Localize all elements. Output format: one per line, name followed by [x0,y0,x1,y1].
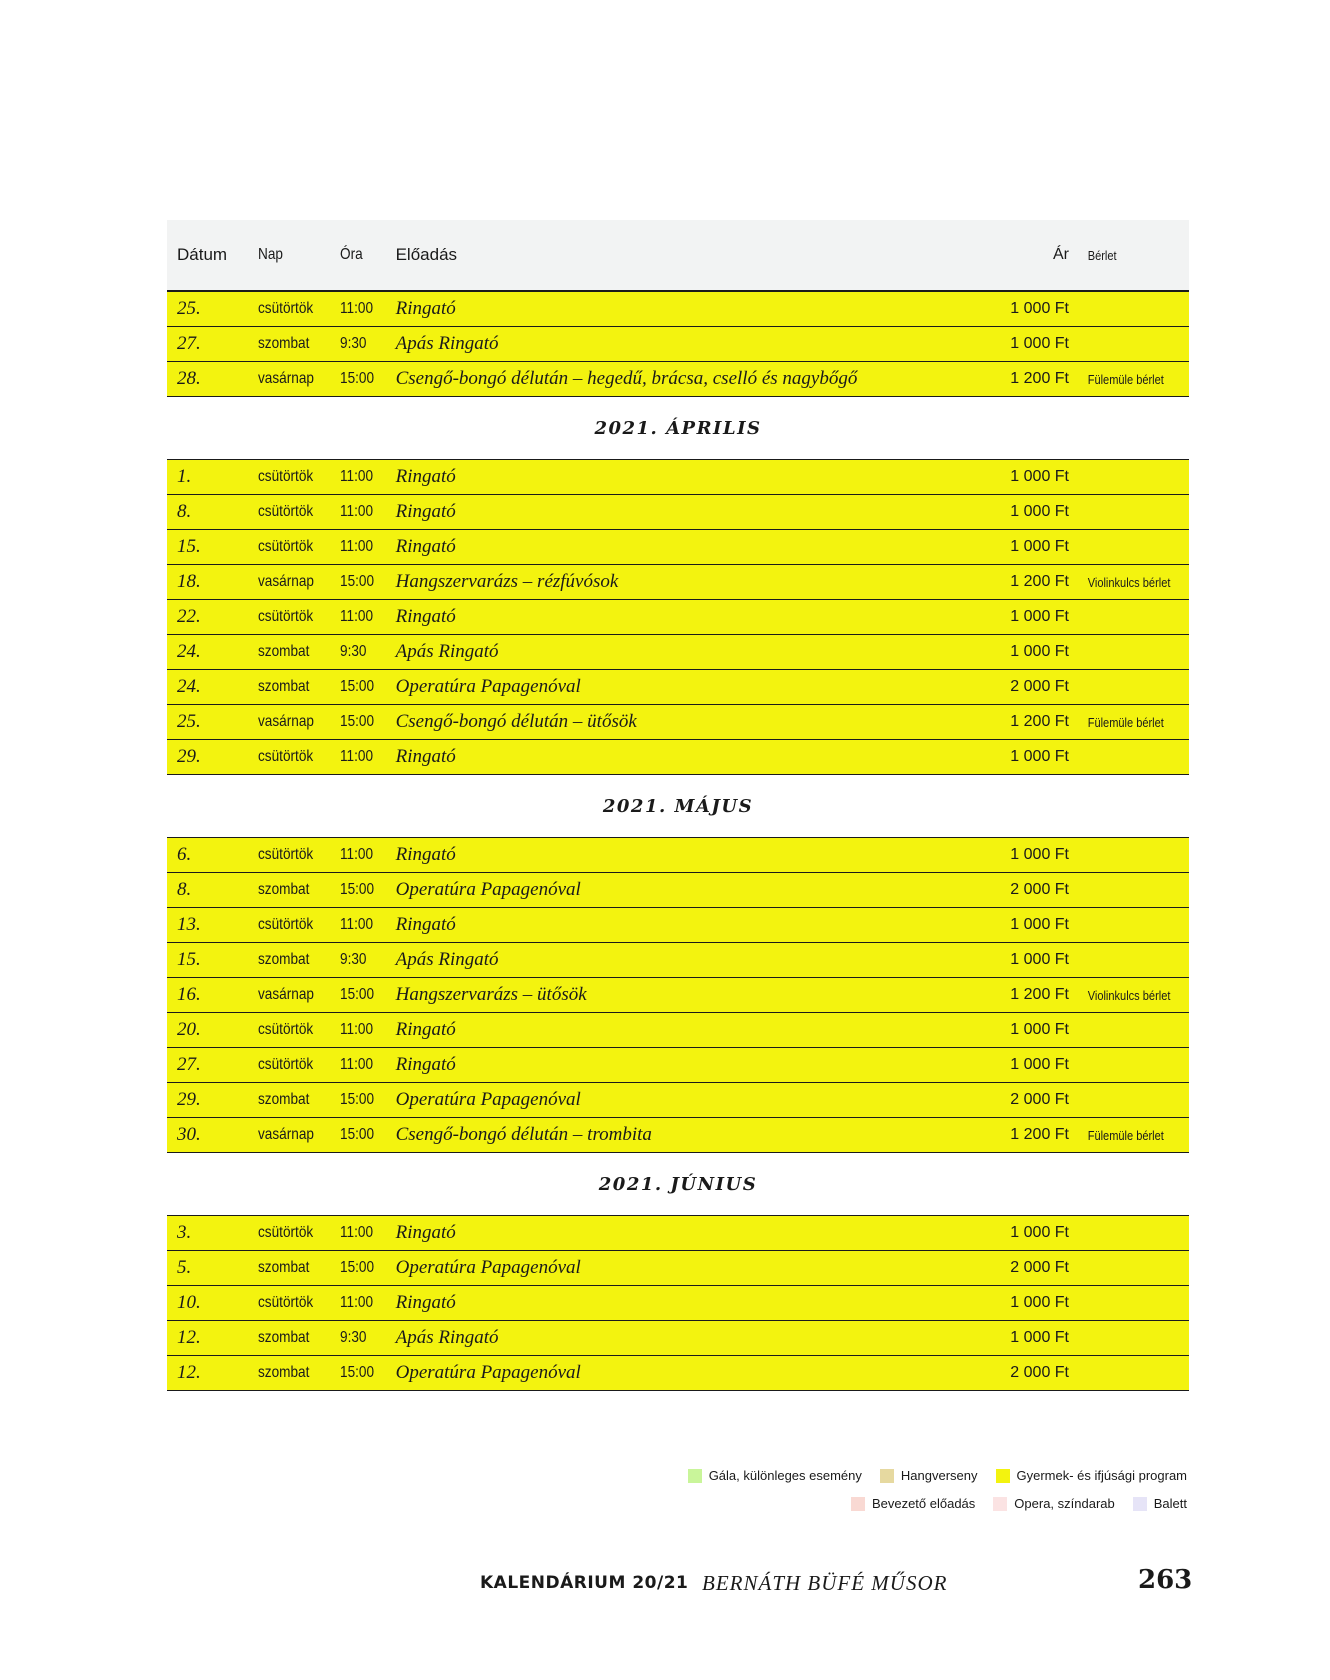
cell-show: Ringató [395,1019,456,1040]
cell-price: 1 000 Ft [1010,1294,1069,1311]
page-footer [0,1565,1330,1605]
legend-swatch [1133,1497,1147,1511]
cell-time: 9:30 [339,643,367,660]
category-legend [688,1462,1187,1518]
cell-day: csütörtök [258,748,314,765]
table-row [167,740,1189,775]
legend-label: Bevezető előadás [871,1496,976,1511]
cell-price: 1 000 Ft [1010,1224,1069,1241]
cell-show: Ringató [395,466,456,487]
cell-show: Operatúra Papagenóval [395,676,581,697]
table-row [167,943,1189,978]
cell-date: 29. [177,1089,201,1110]
legend-swatch [851,1497,865,1511]
cell-time: 11:00 [339,916,373,933]
cell-date: 25. [177,711,201,732]
cell-show: Hangszervarázs – ütősök [395,984,587,1005]
cell-day: csütörtök [258,1224,314,1241]
cell-time: 11:00 [339,608,373,625]
cell-day: csütörtök [258,1294,314,1311]
legend-item [851,1490,975,1518]
cell-date: 15. [177,536,201,557]
table-row [167,292,1189,327]
cell-price: 1 000 Ft [1010,846,1069,863]
header-price: Ár [1053,246,1069,263]
cell-date: 8. [177,879,192,900]
legend-swatch [996,1469,1010,1483]
cell-time: 15:00 [339,1364,374,1381]
table-row [167,600,1189,635]
cell-time: 11:00 [339,538,373,555]
cell-show: Ringató [395,914,456,935]
table-row [167,530,1189,565]
legend-swatch [993,1497,1007,1511]
cell-day: vasárnap [258,713,315,730]
table-row [167,1013,1189,1048]
cell-date: 24. [177,676,201,697]
table-row [167,1356,1189,1391]
legend-label: Gyermek- és ifjúsági program [1016,1468,1187,1483]
header-day: Nap [258,246,284,263]
cell-price: 1 000 Ft [1010,1329,1069,1346]
cell-price: 1 000 Ft [1010,608,1069,625]
cell-date: 3. [177,1222,192,1243]
cell-show: Apás Ringató [395,641,499,662]
cell-day: csütörtök [258,1021,314,1038]
cell-show: Apás Ringató [395,333,499,354]
table-row [167,1083,1189,1118]
cell-show: Ringató [395,501,456,522]
table-row [167,1321,1189,1356]
cell-price: 2 000 Ft [1010,1259,1069,1276]
cell-show: Ringató [395,298,456,319]
cell-day: csütörtök [258,846,314,863]
cell-day: vasárnap [258,573,315,590]
cell-day: csütörtök [258,300,314,317]
cell-time: 15:00 [339,1126,374,1143]
cell-time: 15:00 [339,1091,374,1108]
cell-day: csütörtök [258,608,314,625]
cell-time: 15:00 [339,370,374,387]
cell-price: 1 000 Ft [1010,1056,1069,1073]
cell-date: 8. [177,501,192,522]
cell-day: szombat [258,881,310,898]
cell-pass: Violinkulcs bérlet [1087,987,1171,1003]
cell-price: 1 000 Ft [1010,503,1069,520]
cell-show: Csengő-bongó délután – hegedű, brácsa, cselló és nagybőgő [395,368,858,389]
schedule-table [167,220,1189,1391]
table-row [167,978,1189,1013]
cell-price: 1 000 Ft [1010,916,1069,933]
cell-pass: Violinkulcs bérlet [1087,574,1171,590]
cell-price: 1 000 Ft [1010,468,1069,485]
legend-line-2 [688,1490,1187,1518]
cell-day: szombat [258,1259,310,1276]
cell-show: Apás Ringató [395,949,499,970]
cell-day: vasárnap [258,1126,315,1143]
cell-show: Apás Ringató [395,1327,499,1348]
cell-show: Operatúra Papagenóval [395,1089,581,1110]
cell-price: 1 000 Ft [1010,335,1069,352]
table-row [167,495,1189,530]
cell-day: szombat [258,1091,310,1108]
cell-show: Ringató [395,606,456,627]
cell-date: 13. [177,914,201,935]
cell-price: 1 200 Ft [1010,713,1069,730]
legend-label: Balett [1153,1496,1187,1511]
cell-price: 1 000 Ft [1010,643,1069,660]
table-row [167,873,1189,908]
cell-price: 1 000 Ft [1010,951,1069,968]
cell-time: 9:30 [339,335,367,352]
cell-show: Ringató [395,1054,456,1075]
cell-time: 9:30 [339,951,367,968]
cell-show: Ringató [395,746,456,767]
cell-day: szombat [258,643,310,660]
cell-price: 1 200 Ft [1010,1126,1069,1143]
cell-price: 1 200 Ft [1010,573,1069,590]
cell-day: csütörtök [258,503,314,520]
cell-time: 11:00 [339,846,373,863]
cell-time: 11:00 [339,1056,373,1073]
cell-show: Ringató [395,1222,456,1243]
legend-line-1 [688,1462,1187,1490]
cell-show: Csengő-bongó délután – trombita [395,1124,652,1145]
table-header [167,220,1189,292]
table-row [167,705,1189,740]
cell-day: csütörtök [258,916,314,933]
cell-date: 12. [177,1327,201,1348]
cell-day: vasárnap [258,986,315,1003]
table-row [167,635,1189,670]
table-row [167,908,1189,943]
cell-time: 9:30 [339,1329,367,1346]
table-row [167,1048,1189,1083]
cell-pass: Fülemüle bérlet [1087,1127,1164,1143]
cell-time: 15:00 [339,881,374,898]
legend-item [880,1462,978,1490]
header-pass: Bérlet [1087,247,1117,263]
cell-date: 25. [177,298,201,319]
month-heading: 2021. MÁJUS [167,775,1189,838]
cell-time: 15:00 [339,678,374,695]
cell-show: Operatúra Papagenóval [395,1257,581,1278]
cell-day: szombat [258,335,310,352]
table-row [167,1251,1189,1286]
cell-time: 11:00 [339,503,373,520]
cell-time: 11:00 [339,1021,373,1038]
cell-date: 24. [177,641,201,662]
cell-time: 15:00 [339,713,374,730]
cell-day: csütörtök [258,468,314,485]
cell-date: 27. [177,333,201,354]
cell-time: 11:00 [339,1294,373,1311]
header-date: Dátum [177,245,228,264]
cell-price: 2 000 Ft [1010,678,1069,695]
cell-time: 11:00 [339,1224,373,1241]
cell-price: 1 000 Ft [1010,538,1069,555]
cell-day: csütörtök [258,1056,314,1073]
legend-label: Gála, különleges esemény [708,1468,862,1483]
cell-time: 15:00 [339,1259,374,1276]
section-title: BERNÁTH BÜFÉ MŰSOR [702,1571,948,1595]
legend-item [996,1462,1188,1490]
cell-date: 18. [177,571,201,592]
table-row [167,1118,1189,1153]
cell-date: 28. [177,368,201,389]
table-row [167,565,1189,600]
cell-price: 1 000 Ft [1010,300,1069,317]
schedule-sections [167,292,1189,1391]
cell-show: Csengő-bongó délután – ütősök [395,711,637,732]
cell-date: 30. [177,1124,201,1145]
cell-show: Ringató [395,844,456,865]
cell-date: 6. [177,844,192,865]
legend-label: Hangverseny [900,1468,978,1483]
table-row [167,1216,1189,1251]
cell-show: Ringató [395,1292,456,1313]
publication-title: KALENDÁRIUM 20/21 [480,1573,689,1593]
cell-date: 15. [177,949,201,970]
table-row [167,362,1189,397]
cell-price: 2 000 Ft [1010,1364,1069,1381]
cell-pass: Fülemüle bérlet [1087,714,1164,730]
month-heading: 2021. ÁPRILIS [167,397,1189,460]
cell-price: 1 000 Ft [1010,748,1069,765]
cell-show: Operatúra Papagenóval [395,879,581,900]
cell-day: szombat [258,1329,310,1346]
cell-date: 10. [177,1292,201,1313]
cell-date: 16. [177,984,201,1005]
cell-price: 1 000 Ft [1010,1021,1069,1038]
header-time: Óra [339,246,363,263]
cell-show: Ringató [395,536,456,557]
table-row [167,838,1189,873]
legend-item [993,1490,1114,1518]
page-number: 263 [1138,1565,1193,1595]
legend-item [1133,1490,1187,1518]
cell-time: 15:00 [339,573,374,590]
cell-time: 11:00 [339,748,373,765]
cell-day: szombat [258,1364,310,1381]
cell-pass: Fülemüle bérlet [1087,371,1164,387]
cell-price: 1 200 Ft [1010,370,1069,387]
table-row [167,327,1189,362]
legend-label: Opera, színdarab [1014,1496,1115,1511]
legend-swatch [880,1469,894,1483]
cell-date: 20. [177,1019,201,1040]
cell-day: csütörtök [258,538,314,555]
cell-time: 11:00 [339,300,373,317]
cell-date: 1. [177,466,192,487]
cell-day: vasárnap [258,370,315,387]
cell-show: Operatúra Papagenóval [395,1362,581,1383]
cell-date: 12. [177,1362,201,1383]
legend-swatch [688,1469,702,1483]
cell-date: 22. [177,606,201,627]
cell-day: szombat [258,951,310,968]
cell-time: 11:00 [339,468,373,485]
cell-date: 29. [177,746,201,767]
cell-date: 5. [177,1257,192,1278]
cell-price: 2 000 Ft [1010,881,1069,898]
cell-time: 15:00 [339,986,374,1003]
cell-show: Hangszervarázs – rézfúvósok [395,571,619,592]
cell-day: szombat [258,678,310,695]
month-heading: 2021. JÚNIUS [167,1153,1189,1216]
table-row [167,1286,1189,1321]
cell-price: 2 000 Ft [1010,1091,1069,1108]
table-row [167,460,1189,495]
cell-date: 27. [177,1054,201,1075]
cell-price: 1 200 Ft [1010,986,1069,1003]
legend-item [688,1462,862,1490]
header-show: Előadás [395,245,458,264]
table-row [167,670,1189,705]
